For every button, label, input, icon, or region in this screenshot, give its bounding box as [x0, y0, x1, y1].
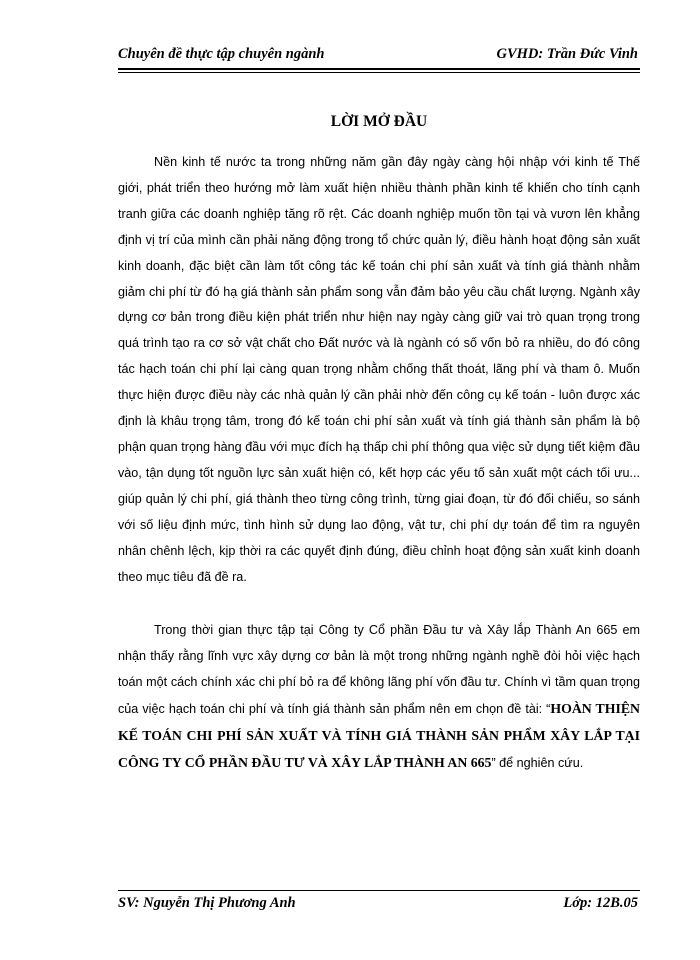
- header-rule-thick: [118, 68, 640, 70]
- page-header: [118, 46, 638, 68]
- footer-class: Lớp: 12B.05: [563, 895, 638, 911]
- paragraph-topic-lead: Trong thời gian thực tập tại Công ty Cổ phần Đầu tư và Xây lắp Thành An 665 em nhận thấy rằng lĩnh vực xây dựng cơ bản là một trong những ngành nghề đòi hỏi việc hạch toán một cách chính xác chi phí bỏ ra để không lãng phí vốn đầu tư. Chính vì tầm quan trọng của việc hạch toán chi phí và tính giá thành sản phẩm nên em chọn đề tài: “: [118, 623, 640, 716]
- header-course-title: Chuyên đề thực tập chuyên ngành: [118, 46, 325, 62]
- paragraph-topic: [118, 618, 640, 776]
- thesis-topic: HOÀN THIỆN KẾ TOÁN CHI PHÍ SẢN XUẤT VÀ TÍNH GIÁ THÀNH SẢN PHẨM XÂY LẮP TẠI CÔNG TY CỔ PHẦN ĐẦU TƯ VÀ XÂY LẮP THÀNH AN 665: [118, 700, 640, 770]
- header-supervisor: GVHD: Trần Đức Vinh: [496, 46, 638, 62]
- paragraph-topic-tail: ” để nghiên cứu.: [491, 755, 584, 770]
- footer-rule: [118, 890, 640, 891]
- paragraph-introduction: Nền kinh tế nước ta trong những năm gần đây ngày càng hội nhập với kinh tế Thế giới, phát triển theo hướng mở làm xuất hiện nhiều thành phần kinh tế khiến cho tính cạnh tranh giữa các doanh nghiệp tăng rõ rệt. Các doanh nghiệp muốn tồn tại và vươn lên khẳng định vị trí của mình cần phải năng động trong tổ chức quản lý, điều hành hoạt động sản xuất kinh doanh, đặc biệt cần làm tốt công tác kế toán chi phí sản xuất và tính giá thành nhằm giảm chi phí từ đó hạ giá thành sản phẩm song vẫn đảm bảo yêu cầu chất lượng. Ngành xây dựng cơ bản trong điều kiện phát triển như hiện nay ngày càng giữ vai trò quan trọng trong quá trình tạo ra cơ sở vật chất cho Đất nước và là ngành có số vốn bỏ ra nhiều, do đó công tác hạch toán chi phí lại càng quan trọng nhằm chống thất thoát, lãng phí và tham ô. Muốn thực hiện được điều này các nhà quản lý cần phải nhờ đến công cụ kế toán - luôn được xác định là khâu trọng tâm, trong đó kế toán chi phí sản xuất và tính giá thành sản phẩm là bộ phận quan trọng hàng đầu với mục đích hạ thấp chi phí thông qua việc sử dụng tiết kiệm đầu vào, tận dụng tốt nguồn lực sản xuất hiện có, kết hợp các yếu tố sản xuất một cách tối ưu... giúp quản lý chi phí, giá thành theo từng công trình, từng giai đoạn, từ đó đối chiếu, so sánh với số liệu định mức, tình hình sử dụng lao động, vật tư, chi phí dự toán để tìm ra nguyên nhân chênh lệch, kịp thời ra các quyết định đúng, điều chỉnh hoạt động sản xuất kinh doanh theo mục tiêu đã đề ra.: [118, 155, 640, 584]
- header-rule-thin: [118, 72, 640, 73]
- page-footer: [118, 895, 638, 917]
- footer-student: SV: Nguyễn Thị Phương Anh: [118, 895, 296, 911]
- page-title: LỜI MỞ ĐẦU: [330, 113, 428, 130]
